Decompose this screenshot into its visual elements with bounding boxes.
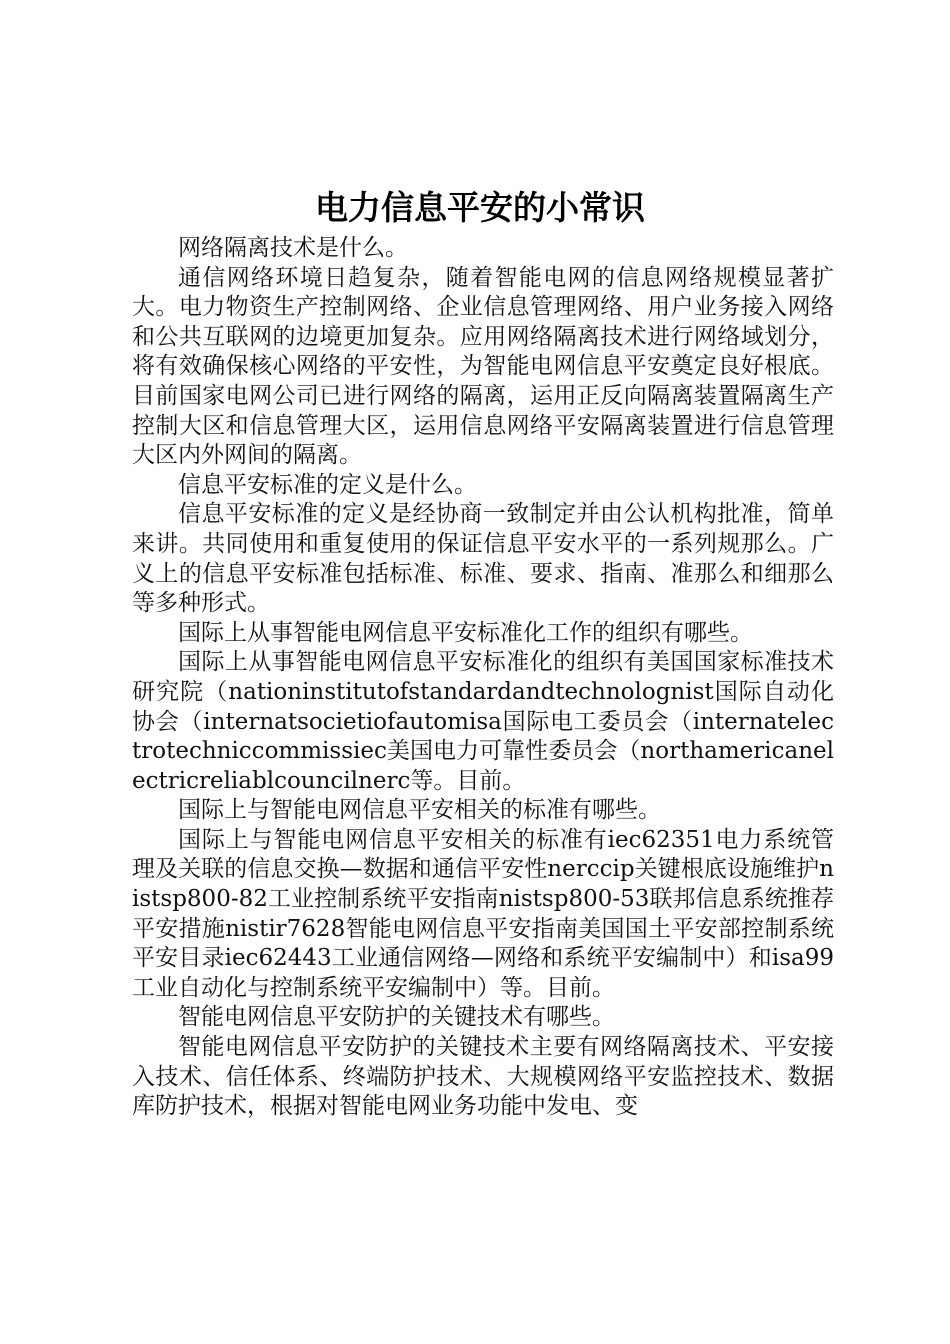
paragraph-answer-network-isolation: 通信网络环境日趋复杂，随着智能电网的信息网络规模显著扩大。电力物资生产控制网络、企业信息管理网络、用户业务接入网络和公共互联网的边境更加复杂。应用网络隔离技术进行网络域划分，将有效确保核心网络的平安性，为智能电网信息平安奠定良好根底。目前国家电网公司已进行网络的隔离，运用正反向隔离装置隔离生产控制大区和信息管理大区，运用信息网络平安隔离装置进行信息管理大区内外网间的隔离。 xyxy=(132,264,834,469)
document-title: 电力信息平安的小常识 xyxy=(315,188,645,227)
paragraph-question-key-technologies: 智能电网信息平安防护的关键技术有哪些。 xyxy=(178,1004,615,1031)
paragraph-answer-security-standard: 信息平安标准的定义是经协商一致制定并由公认机构批准，简单来讲。共同使用和重复使用的保证信息平安水平的一系列规那么。广义上的信息平安标准包括标准、标准、要求、指南、准那么和细那么等多种形式。 xyxy=(132,501,834,617)
paragraph-question-standards-organizations: 国际上从事智能电网信息平安标准化工作的组织有哪些。 xyxy=(178,619,753,646)
paragraph-question-network-isolation: 网络隔离技术是什么。 xyxy=(178,235,408,261)
paragraph-question-security-standard: 信息平安标准的定义是什么。 xyxy=(178,471,477,498)
document-body xyxy=(132,234,834,1122)
paragraph-answer-standards-organizations: 国际上从事智能电网信息平安标准化的组织有美国国家标准技术研究院（nationinstitutofstandardandtechnolognist国际自动化协会（internatsocietiofautomisa国际电工委员会（internatelectrotechniccommissiec美国电力可靠性委员会（northamericanelectricreliablcouncilnerc等。目前。 xyxy=(132,649,834,794)
paragraph-question-related-standards: 国际上与智能电网信息平安相关的标准有哪些。 xyxy=(178,797,661,824)
paragraph-answer-related-standards: 国际上与智能电网信息平安相关的标准有iec62351电力系统管理及关联的信息交换—数据和通信平安性nerccip关键根底设施维护nistsp800-82工业控制系统平安指南nistsp800-53联邦信息系统推荐平安措施nistir7628智能电网信息平安指南美国国土平安部控制系统平安目录iec62443工业通信网络—网络和系统平安编制中）和isa99工业自动化与控制系统平安编制中）等。目前。 xyxy=(132,826,834,1001)
paragraph-answer-key-technologies: 智能电网信息平安防护的关键技术主要有网络隔离技术、平安接入技术、信任体系、终端防护技术、大规模网络平安监控技术、数据库防护技术，根据对智能电网业务功能中发电、变 xyxy=(132,1034,834,1120)
